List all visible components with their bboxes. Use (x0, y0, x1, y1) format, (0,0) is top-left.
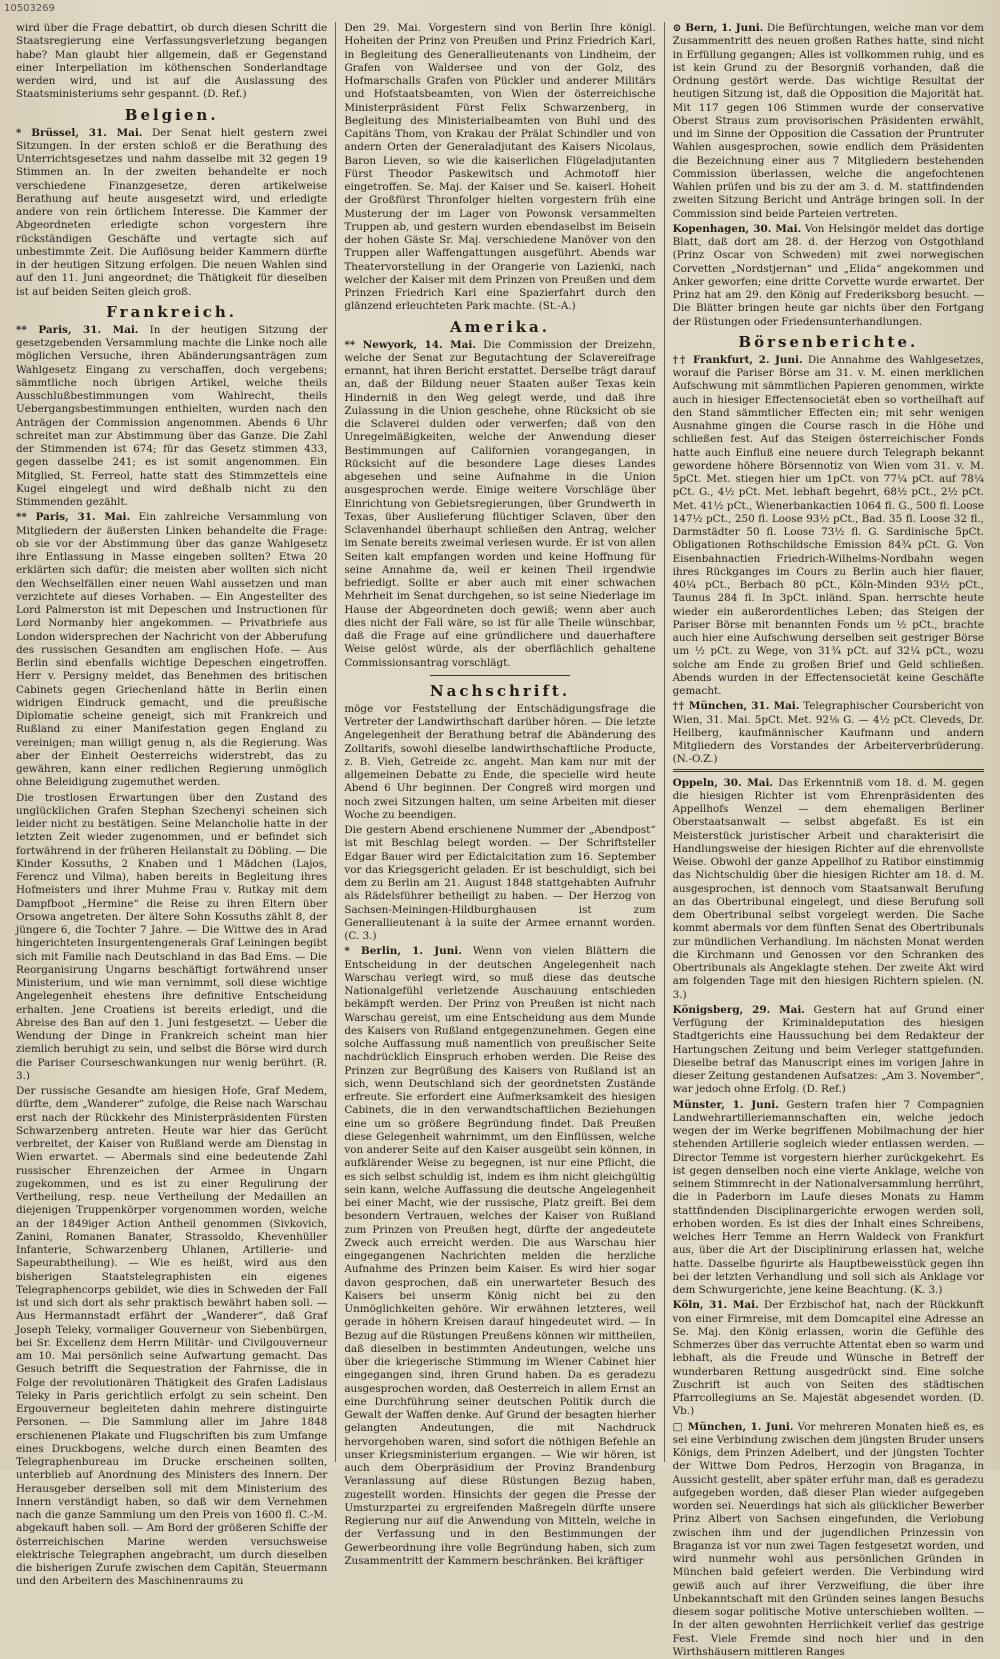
article-text: Telegraphischer Coursbericht von Wien, 31. Mai. 5pCt. Met. 92⅛ G. — 4½ pCt. Cleveds, Dr. Heilberg, kaufmännischer Kaufmann und andern Mitgliedern des Vorstandes der Arbeiterverbrüderung. (N.-O.Z.) (673, 700, 984, 765)
dateline: * Brüssel, 31. Mai. (16, 127, 142, 139)
article-text: Der Erzbischof hat, nach der Rückkunft von einer Firmreise, mit dem Domcapitel eine Adresse an Se. Maj. den König erlassen, worin die Gefühle des Schmerzes über das verruchte Attentat eben so warm und lebhaft, als die Freude und Wünsche in Betreff der wunderbaren Rettung ausgedrückt sind. Eine solche Zuschrift ist auch von Seiten des städtischen Pfarrcollegiums an Se. Majestät abgesendet worden. (D. Vb.) (673, 1299, 984, 1417)
article-paragraph (16, 324, 327, 510)
article-text: Ein zahlreiche Versammlung von Mitgliedern der äußersten Linken behandelte die Frage: ob sie vor der Abstimmung über das ganze Wahlgesetz ihre Entlassung in Masse eingeben sollten? Etwa 20 erklärten sich dafür; die meisten aber wollten sich nicht den Wechselfällen einer neuen Wahl aussetzen und man verzichtete auf dieses Vorhaben. — Ein Angestellter des Lord Palmerston ist mit Depeschen und Instructionen für Lord Normanby hier angekommen. — Privatbriefe aus London widersprechen der Nachricht von der Abberufung des russischen Gesandten am englischen Hofe. — Aus Berlin sind ebenfalls wichtige Depeschen eingetroffen. Herr v. Persigny meldet, das Benehmen des britischen Cabinets gegen Griechenland hätte in Berlin einen widrigen Eindruck gemacht, und die preußische Diplomatie scheine geneigt, sich mit Frankreich und Rußland zu einer Manifestation gegen England zu vereinigen; man willigt genug n, als die Regierung. Was aber der Einheit Oesterreichs widerstrebt, das zu gewähren, kann einer redlichen Regierung unmöglich ohne Beleidigung zugemuthet werden. (16, 511, 327, 788)
section-heading: Belgien. (16, 106, 327, 124)
section-heading: Börsenberichte. (673, 333, 984, 351)
article-text: Das Erkenntniß vom 18. d. M. gegen die hiesigen Richter ist vom Ehrenpräsidenten des Appellhofs Wenzel — dem ehemaligen Berliner Oberstaatsanwalt — selbst abgefaßt. Es ist ein Meisterstück juristischer Arbeit und charakterisirt die Handlungsweise der hiesigen Richter auf die ehrenvollste Weise. Obwohl der ganze Appellhof zu Ratibor einstimmig das Nichtschuldig über die hiesigen Richter am 18. d. M. ausgesprochen, ist dennoch vom Staatsanwalt Berufung an das Obertribunal eingelegt, und diese Berufung soll dem Obertribunal selbst vorgelegt werden. Die Sache kommt abermals vor dem fünften Senat des Obertribunals zur mündlichen Verhandlung. Im nächsten Monat werden die Kirchmann und Genossen vor den Schranken des Obertribunals als Angeklagte stehen. Der zweite Akt wird am folgenden Tage mit den hiesigen Richtern spielen. (N. 3.) (673, 777, 984, 1001)
article-paragraph (673, 1421, 984, 1659)
column-3 (664, 22, 992, 1462)
article-text: Von Helsingör meldet das dortige Blatt, daß dort am 28. d. der Herzog von Ostgothland (Prinz Oscar von Schweden) mit zwei norwegischen Corvetten „Nordstjernan“ und „Elida“ angekommen und Anker geworfen; eine dritte Corvette wurde erwartet. Der Prinz hat am 29. den König auf Frederiksborg besucht. — Die Blätter bringen heute gar nichts über den Fortgang der Rüstungen oder Friedensunterhandlungen. (673, 223, 984, 328)
article-text: Gestern trafen hier 7 Compagnien Landwehrartilleriemannschaften ein, welche jedoch wegen der im Werke begriffenen Mobilmachung der hier stehenden Artillerie sogleich wieder entlassen werden. — Director Temme ist vorgestern hierher zurückgekehrt. Es ist gegen denselben noch eine vierte Anklage, welche von seinem Stimmrecht in der Nationalversammlung herrührt, die in Paderborn im Laufe dieses Monats zu Hamm stattfindenden Disciplinargerichte erwogen werden soll, erhoben worden. Es ist dies der Inhalt eines Schreibens, welches Herr Temme an Herrn Waldeck von Frankfurt aus, über die Art der Disciplinirung erlassen hat, welche hatte. Dasselbe figurirte als Hauptbeweisstück gegen ihn bei der letzten Verhandlung und soll sich als Anklage vor dem Schwurgerichte, jene keine Beachtung. (K. 3.) (673, 1099, 984, 1297)
article-text: Vor mehreren Monaten hieß es, es sei eine Verbindung zwischen dem jüngsten Bruder unsers Königs, dem Prinzen Adelbert, und der jüngsten Tochter der Wittwe Dom Pedros, Herzogin von Braganza, in Aussicht gestellt, aber später erfuhr man, daß es geradezu aufgegeben worden, daß dieser Plan wieder aufgegeben worden sei. Neuerdings hat sich als glücklicher Bewerber Prinz Albert von Sachsen eingefunden, die Verlobung zwischen ihm und der jugendlichen Prinzessin von Braganza ist vor nun zwei Tagen festgesetzt worden, und wird nunmehr wohl aus persönlichen Gründen in München bald gefeiert werden. Die Verbindung wird gewiß auch auf ihrer Verzweiflung, die über ihre Unbekanntschaft mit den Gründen seines langen Besuchs diesem sogar politische Motive unterschieben wollten. — In der alten gewohnten Herrlichkeit verlief das gestrige Fest. Viele Fremde sind noch hier und in den Wirthshäusern mittleren Ranges (673, 1421, 984, 1658)
article-text: Die trostlosen Erwartungen über den Zustand des unglücklichen Grafen Stephan Szechenyi scheinen sich leider nicht zu bestätigen. Seine Melancholie hatte in der letzten Zeit wieder zugenommen, und er befindet sich fortwährend in der früheren Heilanstalt zu Döbling. — Die Kinder Kossuths, 2 Knaben und 1 Mädchen (Lajos, Ferencz und Vilma), haben bereits in Begleitung ihres Hofmeisters und ihrer Muhme Frau v. Rutkay mit dem Dampfboot „Hermine“ die Reise zu ihren Eltern über Orsowa angetreten. Der ältere Sohn Kossuths zählt 8, der jüngere 6, die Tochter 7 Jahre. — Die Wittwe des in Arad hingerichteten Insurgentengenerals Graf Leiningen begibt sich mit Familie nach Deutschland in das Bad Ems. — Die Reorganisirung Ungarns beschäftigt fortwährend unser Ministerium, und wie man vernimmt, soll diese wichtige Angelegenheit ehestens ihre definitive Entscheidung erhalten. Jene Croatiens ist bereits erledigt, und die Abreise des Ban auf den 1. Juni festgesetzt. — Ueber die Wendung der Dinge in Frankreich scheint man hier ziemlich beruhigt zu sein, und selbst die Börse wird durch die Pariser Courseschwankungen nur wenig berührt. (R. 3.) (16, 792, 327, 1082)
article-paragraph (673, 700, 984, 766)
article-paragraph (16, 511, 327, 789)
dateline: ** Newyork, 14. Mai. (344, 339, 476, 351)
article-paragraph (16, 127, 327, 299)
article-paragraph (344, 824, 655, 943)
dateline: ** Paris, 31. Mai. (16, 324, 138, 336)
article-paragraph (673, 354, 984, 699)
article-text: Die Befürchtungen, welche man vor dem Zusammentritt des neuen großen Rathes hatte, sind nicht in Erfüllung gegangen; Alles ist vollkommen ruhig, und es ist kein Grund zu der Besorgniß vorhanden, daß die Ordnung gestört werde. Das wichtige Resultat der heutigen Sitzung ist, daß die Opposition die Majorität hat. Mit 117 gegen 106 Stimmen wurde der conservative Oberst Straus zum provisorischen Präsidenten erwählt, und im Sinne der Opposition die Cassation der Pruntruter Wahlen ausgesprochen, sowie endlich dem Präsidenten die Bezeichnung einer aus 7 Mitgliedern bestehenden Commission überlassen, welche die angefochtenen Wahlen prüfen und bis zu der am 3. d. M. stattfindenden zweiten Sitzung Bericht und Anträge bringen soll. In der Commission sind beide Parteien vertreten. (673, 22, 984, 220)
article-text: Die gestern Abend erschienene Nummer der „Abendpost“ ist mit Beschlag belegt worden. — Der Schriftsteller Edgar Bauer wird per Edictalcitation zum 16. September vor das Kriegsgericht geladen. Er ist beschuldigt, sich bei dem zu Berlin am 21. August 1848 stattgehabten Aufruhr als Rädelsführer betheiligt zu haben. — Der Herzog von Sachsen-Meiningen-Hildburghausen ist zum Generallieutenant à la suite der Armee ernannt worden. (C. 3.) (344, 824, 655, 942)
dateline: ⊙ Bern, 1. Juni. (673, 22, 764, 34)
section-heading: Amerika. (344, 318, 655, 336)
article-paragraph (344, 22, 655, 314)
article-text: möge vor Feststellung der Entschädigungsfrage die Vertreter der Landwirthschaft darüber hören. — Die letzte Angelegenheit der Berathung betraf die Abänderung des Zolltarifs, sowohl dieselbe landwirthschaftliche Producte, z. B. Vieh, Getreide zc. angeht. Man kam nur mit der allgemeinen Debatte zu Ende, die specielle wird heute Abend 6 Uhr beginnen. Der Congreß wird morgen und noch zwei Sitzungen halten, um seine Arbeiten mit dieser Woche zu beendigen. (344, 703, 655, 821)
article-paragraph (16, 1085, 327, 1589)
dateline: Kopenhagen, 30. Mai. (673, 223, 802, 235)
article-paragraph (673, 223, 984, 329)
section-divider (430, 675, 570, 676)
dateline: Münster, 1. Juni. (673, 1099, 779, 1111)
section-heading: Frankreich. (16, 303, 327, 321)
dateline: * Berlin, 1. Juni. (344, 945, 462, 957)
article-paragraph (16, 22, 327, 102)
section-heading: Nachschrift. (344, 682, 655, 700)
column-1 (8, 22, 335, 1462)
columns (8, 22, 992, 1462)
article-text: Die Annahme des Wahlgesetzes, worauf die Pariser Börse am 31. v. M. einen merklichen Aufschwung mit sämmtlichen Papieren genommen, wirkte auch in hiesiger Effectensocietät eben so vortheilhaft auf den Stand sämmtlicher Effecten ein; mit sehr wenigen Ausnahme gingen die Course rasch in die Höhe und schließen fest. Auf das Steigen österreichischer Fonds hatte auch Einfluß eine neuere durch Telegraph bekannt gewordene höhere Börsennotiz von Wien vom 31. v. M. 5pCt. Met. stiegen hier um 1pCt. von 77¼ pCt. auf 78¼ pCt. G., 4½ pCt. Met. lebhaft begehrt, 68½ pCt., 2½ pCt. Met. 41½ pCt., Wienerbankactien 1064 fl. G., 500 fl. Loose 147½ pCt., 250 fl. Loose 93½ pCt., Bad. 35 fl. Loose 32 fl., Darmstädter 50 fl. Loose 73½ fl. G. Sardinische 5pCt. Obligationen Rothschildsche Emission 84¾ pCt. G. Von Eisenbahnactien Friedrich-Wilhelms-Nordbahn wegen ihres Rückganges im Cours zu Berlin auch hier flauer, 40¼ pCt., Berbach 80 pCt., Köln-Minden 93½ pCt., Taunus 284 fl. In 3pCt. inländ. Span. herrschte heute wieder ein außerordentliches Leben; das Steigen der Pariser Börse mit benannten Fonds um ½ pCt., brachte auch hier eine Aufschwung derselben seit gestriger Börse um ½ pCt. zu Wege, von 31¾ pCt. auf 32¼ pCt., wozu solche am Ende zu großen Brief und Geld schließen. Abends wurden in der Effectensocietät keine Geschäfte gemacht. (673, 354, 984, 697)
article-paragraph (673, 1099, 984, 1298)
article-paragraph (344, 945, 655, 1568)
article-text: Die Commission der Dreizehn, welche der Senat zur Begutachtung der Sclavereifrage ernannt, hat ihren Bericht erstattet. Derselbe trägt darauf an, daß der Bildung neuer Staaten außer Texas kein Hinderniß in den Weg gelegt werde, und daß ihre Zulassung in die Union geschehe, ohne Rücksicht ob sie die Sclaverei dulden oder verwerfen; daß von den Unregelmäßigkeiten, welche der Anwendung dieser Bestimmungen auf Californien vorangegangen, in Rücksicht auf die besondere Lage dieses Landes abgesehen und seine Aufnahme in die Union ausgesprochen werde. Einige weitere Vorschläge über Einrichtung von Gebietsregierungen, über Grundwerth in Texas, über Auslieferung flüchtiger Sclaven, über den Sclavenhandel überhaupt schließen den Antrag, welcher im Senate bereits zweimal verlesen wurde. Er ist von allen Seiten kalt empfangen worden und keine Hoffnung für seine Annahme da, weil er keinen Theil irgendwie befriedigt. Sollte er aber auch mit einer schwachen Mehrheit im Senat durchgehen, so ist seine Niederlage im Hause der Abgeordneten doch gewiß; wenn aber auch dies nicht der Fall wäre, so ist für alle Theile wünschbar, daß die Frage auf eine gründlichere und dauerhaftere Weise gelöst würde, als der oberflächlich gehaltene Commissionsantrag vorschlägt. (344, 339, 655, 669)
article-text: wird über die Frage debattirt, ob durch diesen Schritt die Staatsregierung eine Verfassungsverletzung begangen habe? Man glaubt hier allgemein, daß er Gegenstand einer Interpellation im köthenschen Sonderlandtage werden wird, und ist auf die Auslassung des Staatsministeriums sehr gespannt. (D. Ref.) (16, 22, 327, 100)
article-text: Der Senat hielt gestern zwei Sitzungen. In der ersten schloß er die Berathung des Unterrichtsgesetzes und nahm dasselbe mit 32 gegen 19 Stimmen an. In der zweiten behandelte er noch verschiedene Finanzgesetze, deren artikelweise Berathung auf heute ausgesetzt wird, und erledigte andere von rein örtlichem Interesse. Die Kammer der Abgeordneten erledigte schon vorgestern ihre rückständigen Geschäfte und vertagte sich auf unbestimmte Zeit. Die Auflösung beider Kammern dürfte in der heutigen Sitzung erfolgen. Die neuen Wahlen sind auf den 11. Juni angeordnet; die Thätigkeit für dieselben ist auf beiden Seiten gleich groß. (16, 127, 327, 298)
article-paragraph (673, 1299, 984, 1418)
dateline: □ München, 1. Juni. (673, 1421, 794, 1433)
article-paragraph (344, 339, 655, 670)
dateline: Köln, 31. Mai. (673, 1299, 759, 1311)
page-id: 10503269 (4, 3, 55, 14)
article-text: Den 29. Mai. Vorgestern sind von Berlin Ihre königl. Hoheiten der Prinz von Preußen und Prinz Friedrich Karl, in Begleitung des Generallieutenants von Lindheim, der Grafen von Waldersee und von der Golz, des Hofmarschalls Grafen von Pückler und anderer Militärs und Hofstaatsbeamten, von Wien der österreichische Ministerpräsident Fürst Felix Schwarzenberg, in Begleitung des Ministerialbeamten von Buhl und des Capitäns Thom, von Krakau der Prälat Schindler und von andern Orten der Generaladjutant des Kaisers Nicolaus, Baron Lieven, so wie die kaiserlichen Flügeladjutanten Fürst Theodor Paskewitsch und Achmotoff hier eingetroffen. Se. Maj. der Kaiser und Se. kaiserl. Hoheit der Großfürst Thronfolger hielten vorgestern früh eine Musterung der im Lager von Powonsk versammelten Truppen ab, und gestern wurden ebendaselbst im Beisein der hohen Gäste Sr. Maj. verschiedene Manöver von den Truppen aller Waffengattungen ausgeführt. Abends war Theatervorstellung in der Orangerie von Lazienki, nach welcher der Kaiser mit dem Prinzen von Preußen und dem Prinzen Friedrich Karl eine Spazierfahrt durch den glänzend erleuchteten Park machte. (St.-A.) (344, 22, 655, 312)
dateline: †† Frankfurt, 2. Juni. (673, 354, 803, 366)
dateline: ** Paris, 31. Mai. (16, 511, 130, 523)
article-text: In der heutigen Sitzung der gesetzgebenden Versammlung machte die Linke noch alle möglichen Versuche, ihren Abänderungsanträgen zum Wahlgesetz Eingang zu verschaffen, doch vergebens; sämmtliche noch übrigen Artikel, welche theils Ausschlußbestimmungen vom Wahlrecht, theils Uebergangsbestimmungen enthielten, wurden nach den Anträgen der Commission angenommen. Abends 6 Uhr schreitet man zur Abstimmung über das Ganze. Die Zahl der Stimmenden ist 674; für das Gesetz stimmen 433, gegen dasselbe 241; es ist somit angenommen. Ein Mitglied, St. Ferreol, hatte statt des Stimmzettels eine Kugel eingelegt und wird deßhalb nicht zu den Stimmenden gezählt. (16, 324, 327, 508)
article-paragraph (344, 703, 655, 822)
article-text: Wenn von vielen Blättern die Entscheidung in der deutschen Angelegenheit nach Warschau verlegt wird, so muß diese das deutsche Nationalgefühl verletzende Auschauung entschieden bekämpft werden. Der Prinz von Preußen ist nicht nach Warschau gereist, um eine Entscheidung aus dem Munde des Kaisers von Rußland entgegenzunehmen. Gegen eine solche Auffassung muß namentlich von preußischer Seite nachdrücklich Einspruch erhoben werden. Die Reise des Prinzen zur Begrüßung des Kaisers von Rußland ist an sich, wenn Deutschland sich der geordnetsten Zustände erfreute. Sie erfordert eine Aufmerksamkeit des hiesigen Cabinets, die in den verwandtschaftlichen Beziehungen eine um so größere Begründung findet. Daß Preußen diese Gelegenheit wahrnimmt, um den Einflüssen, welche von anderer Seite auf den Kaiser ausgeübt sein können, in aufklärender Weise zu begegnen, ist nur eine Pflicht, die es sich selbst schuldig ist, indem es ihm nicht gleichgültig sein kann, welche Auffassung die deutsche Angelegenheit bei einer Macht, wie der russische, Platz greift. Bei dem besondern Vertrauen, welches der Kaiser von Rußland zum Prinzen von Preußen hegt, dürfte der angedeutete Zweck auch erreicht werden. Die aus Warschau hier eingegangenen Nachrichten melden die herzliche Aufnahme des Prinzen beim Kaiser. Es wird hier sogar davon gesprochen, daß ein unerwarteter Besuch des Kaisers bei unserm König nicht bei zu den Unmöglichkeiten gehöre. Wir erwähnen letzteres, weil gerade in höhern Kreisen darauf hingedeutet wird. — In Bezug auf die Rüstungen Preußens können wir mittheilen, daß dieselben in bestimmten Andeutungen, welche uns über die kriegerische Stimmung im Wiener Cabinet hier eingegangen sind, ihren Grund haben. Da es geradezu ausgesprochen worden, daß Oesterreich in allem Ernst an eine Durchführung seiner deutschen Politik durch die Gewalt der Waffen denke. Auf Grund der besagten hierher gelangten Andeutungen, die mit Nachdruck hervorgehoben waren, sind sofort die nöthigen Befehle an unser Kriegsministerium ergangen. — Wie wir hören, ist auch dem Oberpräsidium der Provinz Brandenburg Veranlassung auf diese Rüstungen Bezug haben, zugestellt worden. Hinsichts der gegen die Presse der Umsturzpartei zu ergreifenden Maßregeln dürfte unsere Regierung nur auf die Anwendung von Mitteln, welche in der Verfassung und in den Bestimmungen der Gewerbeordnung ihre volle Begründung haben, sich zum Zusammentritt der Kammern beschränken. Bei kräftiger (344, 945, 655, 1567)
dateline: Königsberg, 29. Mai. (673, 1004, 805, 1016)
article-text: Gestern hat auf Grund einer Verfügung der Kriminaldeputation des hiesigen Stadtgerichts eine Haussuchung bei dem Redakteur der Hartungschen Zeitung und beim Verleger stattgefunden. Dieselbe betraf das Manuscript eines im vorigen Jahre in dieser Zeitung gestandenen Aufsatzes: „Am 3. November“, war jedoch ohne Erfolg. (D. Ref.) (673, 1004, 984, 1096)
column-2 (335, 22, 663, 1462)
article-paragraph (673, 22, 984, 221)
article-paragraph (673, 1004, 984, 1097)
dateline: Oppeln, 30. Mai. (673, 777, 773, 789)
double-divider (673, 769, 984, 772)
article-text: Der russische Gesandte am hiesigen Hofe, Graf Medem, dürfte, dem „Wanderer“ zufolge, die Reise nach Warschau erst nach der Rückkehr des Ministerpräsidenten Fürsten Schwarzenberg antreten. Heute war hier das Gerücht verbreitet, der Kaiser von Rußland werde am Dienstag in Wien erwartet. — Abermals sind eine bedeutende Zahl russischer Ehrenzeichen der Armee in Ungarn zugekommen, und es ist zu einer Regulirung der Vertheilung, resp. neue Vertheilung der Medaillen an diejenigen Truppenkörper vorgenommen worden, welche an der 1849iger Action Antheil genommen (Sivkovich, Zanini, Romanen Banater, Strassoldo, Khevenhüller Infanterie, Schwarzenberg Uhlanen, Artillerie- und Sapeurabtheilung). — Wie es heißt, wird aus den bisherigen Staatstelegraphisten ein eigenes Telegraphencorps gebildet, wie dies in Schweden der Fall ist und sich dort als sehr praktisch bewährt haben soll. — Aus Hermannstadt erfährt der „Wanderer“, daß Graf Joseph Teleky, vormaliger Gouverneur von Siebenbürgen, bei Sr. Excellenz dem Herrn Militär- und Civilgouverneur am 10. Mai persönlich seine Aufwartung gemacht. Das Gesuch betrifft die Sequestration der Fahrnisse, die in Folge der revolutionären Thätigkeit des Grafen Ladislaus Teleky in Paris gerichtlich erfolgt zu sein scheint. Den Ergouverneur begleiteten dahin mehrere distinguirte Personen. — Die Sammlung aller im Jahre 1848 erschienenen Plakate und Flugschriften bis zum Umfange eines Druckbogens, welche durch einen Beamten des Telegraphenbureau im Drucke erscheinen sollten, unterblieb auf Anordnung des Ministers des Innern. Der Herausgeber derselben soll mit dem Ministerium des Innern verständigt haben, so daß wir dem Vernehmen nach die ganze Sammlung um den Preis von 1600 fl. C.-M. abgekauft haben soll. — Am Bord der größeren Schiffe der österreichischen Marine werden versuchsweise elektrische Telegraphen angebracht, um durch dieselben die bisherigen Zurufe zwischen dem Capitän, Steuermann und den Arbeitern des Maschinenraums zu (16, 1085, 327, 1587)
article-paragraph (16, 792, 327, 1084)
article-paragraph (673, 777, 984, 1002)
dateline: †† München, 31. Mai. (673, 700, 800, 712)
